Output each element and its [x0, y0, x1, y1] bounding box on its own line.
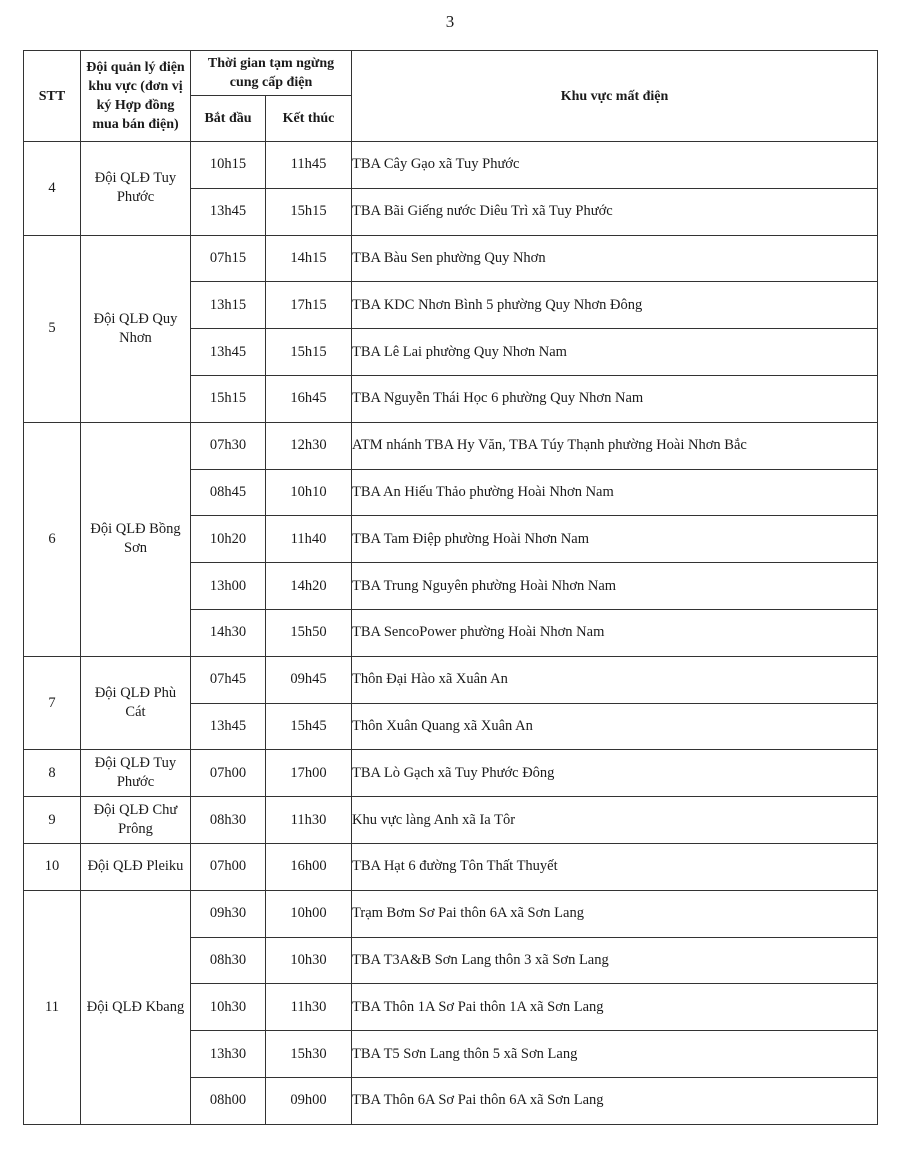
area-cell: TBA T3A&B Sơn Lang thôn 3 xã Sơn Lang: [352, 937, 878, 984]
team-cell: Đội QLĐ Phù Cát: [81, 656, 191, 750]
area-cell: Thôn Đại Hào xã Xuân An: [352, 656, 878, 703]
end-time-cell: 14h15: [266, 235, 352, 282]
start-time-cell: 13h15: [191, 282, 266, 329]
end-time-cell: 11h40: [266, 516, 352, 563]
area-cell: TBA Tam Điệp phường Hoài Nhơn Nam: [352, 516, 878, 563]
end-time-cell: 09h45: [266, 656, 352, 703]
table-row: [24, 142, 878, 189]
area-cell: Thôn Xuân Quang xã Xuân An: [352, 703, 878, 750]
area-cell: TBA SencoPower phường Hoài Nhơn Nam: [352, 609, 878, 656]
team-cell: Đội QLĐ Quy Nhơn: [81, 235, 191, 422]
table-row: [24, 235, 878, 282]
table-header: [24, 51, 878, 142]
start-time-cell: 13h45: [191, 188, 266, 235]
header-time-group: Thời gian tạm ngừng cung cấp điện: [191, 51, 352, 96]
stt-cell: 6: [24, 422, 81, 656]
start-time-cell: 13h45: [191, 329, 266, 376]
start-time-cell: 07h45: [191, 656, 266, 703]
start-time-cell: 07h15: [191, 235, 266, 282]
end-time-cell: 10h30: [266, 937, 352, 984]
end-time-cell: 15h15: [266, 329, 352, 376]
end-time-cell: 11h45: [266, 142, 352, 189]
start-time-cell: 10h30: [191, 984, 266, 1031]
team-cell: Đội QLĐ Chư Prông: [81, 797, 191, 844]
table-body: [24, 142, 878, 1125]
stt-cell: 4: [24, 142, 81, 236]
table-row: [24, 890, 878, 937]
stt-cell: 10: [24, 843, 81, 890]
start-time-cell: 08h30: [191, 797, 266, 844]
table-row: [24, 843, 878, 890]
area-cell: TBA Thôn 1A Sơ Pai thôn 1A xã Sơn Lang: [352, 984, 878, 1031]
area-cell: TBA An Hiếu Thảo phường Hoài Nhơn Nam: [352, 469, 878, 516]
area-cell: Trạm Bơm Sơ Pai thôn 6A xã Sơn Lang: [352, 890, 878, 937]
area-cell: TBA Thôn 6A Sơ Pai thôn 6A xã Sơn Lang: [352, 1077, 878, 1124]
end-time-cell: 15h50: [266, 609, 352, 656]
start-time-cell: 07h00: [191, 750, 266, 797]
header-stt: STT: [24, 51, 81, 142]
stt-cell: 5: [24, 235, 81, 422]
table-row: [24, 422, 878, 469]
end-time-cell: 16h45: [266, 375, 352, 422]
team-cell: Đội QLĐ Bồng Sơn: [81, 422, 191, 656]
team-cell: Đội QLĐ Pleiku: [81, 843, 191, 890]
end-time-cell: 16h00: [266, 843, 352, 890]
end-time-cell: 15h30: [266, 1031, 352, 1078]
end-time-cell: 17h15: [266, 282, 352, 329]
area-cell: TBA Cây Gạo xã Tuy Phước: [352, 142, 878, 189]
table-row: [24, 797, 878, 844]
end-time-cell: 10h00: [266, 890, 352, 937]
start-time-cell: 10h20: [191, 516, 266, 563]
header-area: Khu vực mất điện: [352, 51, 878, 142]
area-cell: TBA Lê Lai phường Quy Nhơn Nam: [352, 329, 878, 376]
end-time-cell: 15h15: [266, 188, 352, 235]
team-cell: Đội QLĐ Kbang: [81, 890, 191, 1124]
start-time-cell: 13h00: [191, 563, 266, 610]
end-time-cell: 09h00: [266, 1077, 352, 1124]
start-time-cell: 07h30: [191, 422, 266, 469]
area-cell: ATM nhánh TBA Hy Văn, TBA Túy Thạnh phường Hoài Nhơn Bắc: [352, 422, 878, 469]
end-time-cell: 12h30: [266, 422, 352, 469]
table-row: [24, 750, 878, 797]
start-time-cell: 10h15: [191, 142, 266, 189]
header-start: Bắt đầu: [191, 96, 266, 142]
area-cell: TBA Bàu Sen phường Quy Nhơn: [352, 235, 878, 282]
start-time-cell: 09h30: [191, 890, 266, 937]
outage-schedule-table: [23, 50, 878, 1125]
end-time-cell: 11h30: [266, 797, 352, 844]
stt-cell: 9: [24, 797, 81, 844]
stt-cell: 11: [24, 890, 81, 1124]
start-time-cell: 13h30: [191, 1031, 266, 1078]
start-time-cell: 08h00: [191, 1077, 266, 1124]
page-number: 3: [445, 12, 455, 31]
area-cell: TBA Trung Nguyên phường Hoài Nhơn Nam: [352, 563, 878, 610]
table-row: [24, 656, 878, 703]
header-team: Đội quản lý điện khu vực (đơn vị ký Hợp đồng mua bán điện): [81, 51, 191, 142]
area-cell: TBA KDC Nhơn Bình 5 phường Quy Nhơn Đông: [352, 282, 878, 329]
start-time-cell: 08h45: [191, 469, 266, 516]
area-cell: TBA Nguyễn Thái Học 6 phường Quy Nhơn Nam: [352, 375, 878, 422]
header-end: Kết thúc: [266, 96, 352, 142]
start-time-cell: 15h15: [191, 375, 266, 422]
team-cell: Đội QLĐ Tuy Phước: [81, 750, 191, 797]
area-cell: TBA T5 Sơn Lang thôn 5 xã Sơn Lang: [352, 1031, 878, 1078]
team-cell: Đội QLĐ Tuy Phước: [81, 142, 191, 236]
area-cell: Khu vực làng Anh xã Ia Tôr: [352, 797, 878, 844]
start-time-cell: 14h30: [191, 609, 266, 656]
area-cell: TBA Bãi Giếng nước Diêu Trì xã Tuy Phước: [352, 188, 878, 235]
area-cell: TBA Lò Gạch xã Tuy Phước Đông: [352, 750, 878, 797]
area-cell: TBA Hạt 6 đường Tôn Thất Thuyết: [352, 843, 878, 890]
start-time-cell: 08h30: [191, 937, 266, 984]
end-time-cell: 11h30: [266, 984, 352, 1031]
stt-cell: 7: [24, 656, 81, 750]
start-time-cell: 07h00: [191, 843, 266, 890]
end-time-cell: 10h10: [266, 469, 352, 516]
stt-cell: 8: [24, 750, 81, 797]
end-time-cell: 15h45: [266, 703, 352, 750]
start-time-cell: 13h45: [191, 703, 266, 750]
end-time-cell: 14h20: [266, 563, 352, 610]
end-time-cell: 17h00: [266, 750, 352, 797]
